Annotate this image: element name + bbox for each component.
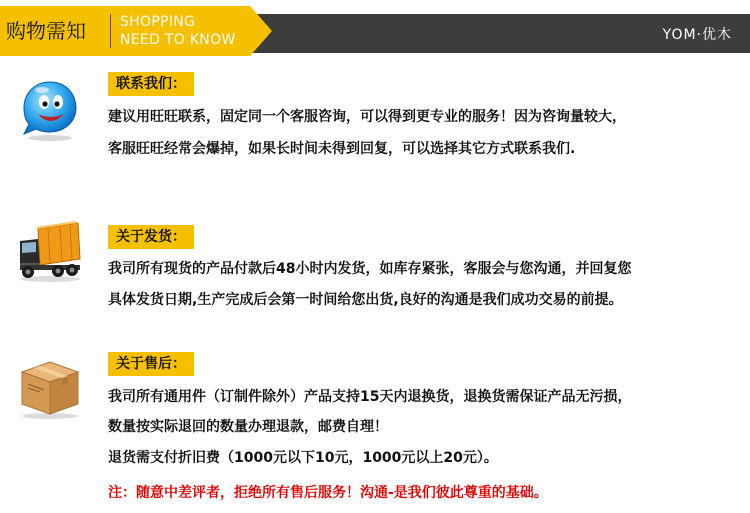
section-shipping: [0, 215, 750, 325]
title-divider: [110, 14, 111, 48]
brand-name: YOM·优木: [662, 27, 732, 43]
page-title: 购物需知: [6, 19, 86, 43]
contact-line-1: 建议用旺旺联系，固定同一个客服咨询，可以得到更专业的服务！因为咨询量较大，: [108, 109, 626, 125]
package-box-icon: [14, 354, 84, 420]
chat-mascot-icon: [14, 76, 84, 142]
shipping-line-1: 我司所有现货的产品付款后48小时内发货，如库存紧张，客服会与您沟通，并回复您: [108, 261, 632, 277]
subtitle-line-1: SHOPPING: [120, 14, 196, 30]
section-contact: [0, 62, 750, 192]
delivery-truck-icon: [14, 219, 84, 285]
after-sales-line-1: 我司所有通用件（订制件除外）产品支持15天内退换货，退换货需保证产品无污损，: [108, 389, 632, 405]
header-banner: [0, 0, 750, 62]
after-sales-label: 关于售后：: [108, 352, 194, 376]
after-sales-line-2: 数量按实际退回的数量办理退款，邮费自理！: [108, 419, 388, 435]
subtitle-line-2: NEED TO KNOW: [120, 32, 236, 48]
section-after-sales: [0, 344, 750, 513]
after-sales-note: 注：随意中差评者，拒绝所有售后服务！沟通-是我们彼此尊重的基础。: [108, 485, 548, 501]
shipping-line-2: 具体发货日期,生产完成后会第一时间给您出货,良好的沟通是我们成功交易的前提。: [108, 292, 623, 308]
shipping-label: 关于发货：: [108, 225, 194, 249]
after-sales-line-3: 退货需支付折旧费（1000元以下10元，1000元以上20元）。: [108, 450, 498, 466]
page-subtitle: [120, 13, 236, 49]
contact-line-2: 客服旺旺经常会爆掉，如果长时间未得到回复，可以选择其它方式联系我们.: [108, 141, 576, 157]
contact-label: 联系我们：: [108, 72, 194, 96]
